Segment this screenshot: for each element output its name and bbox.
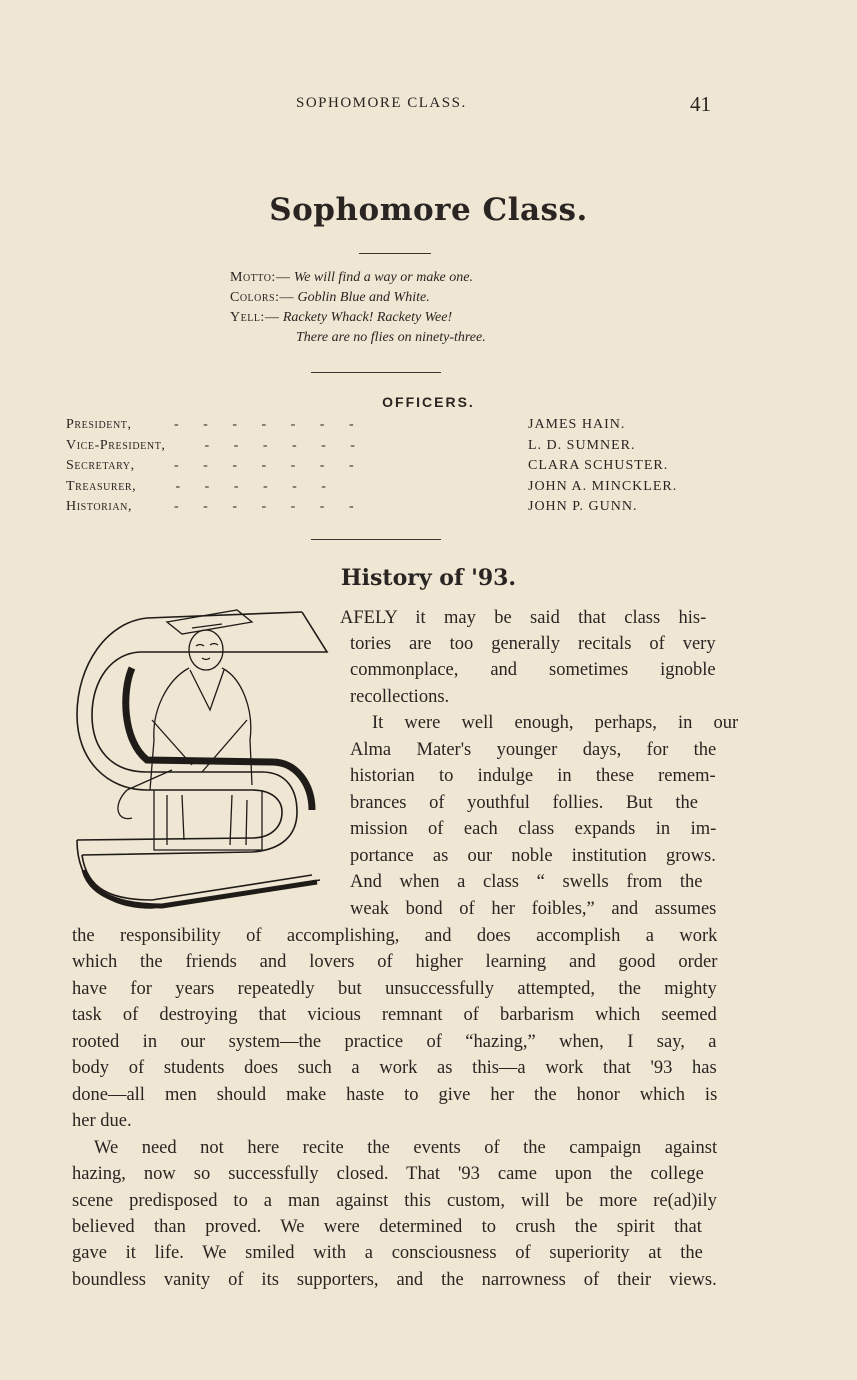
- text-line: her due.: [72, 1111, 132, 1131]
- text-line: have for years repeatedly but unsuccessfully attempted, the mighty: [72, 979, 717, 999]
- officer-leader: - - - - - -: [144, 479, 326, 494]
- officer-leader: - - - - - -: [194, 438, 355, 453]
- text-line: mission of each class expands in im-: [350, 819, 717, 839]
- yell-line-2: [230, 328, 486, 348]
- yell-2: There are no flies on ninety-three.: [296, 330, 486, 345]
- officer-leader: - - - - - - -: [174, 417, 354, 432]
- officer-name: CLARA SCHUSTER.: [528, 458, 669, 473]
- text-line: scene predisposed to a man against this custom, will be more re(ad)ily: [72, 1191, 717, 1211]
- officers-rule-bottom: [311, 539, 441, 540]
- text-line: done—all men should make haste to give her the honor which is: [72, 1085, 718, 1105]
- text-line: portance as our noble institution grows.: [350, 846, 716, 866]
- text-line: boundless vanity of its supporters, and the narrowness of their views.: [72, 1270, 717, 1290]
- yell-1: Rackety Whack! Rackety Wee!: [282, 310, 453, 325]
- text-line: It were well enough, perhaps, in our: [372, 713, 739, 733]
- officer-row: [66, 458, 726, 478]
- initial-letter: S: [206, 718, 207, 719]
- text-line: tories are too generally recitals of very: [350, 634, 716, 654]
- officer-row: [66, 499, 726, 519]
- initial-s-illustration: [72, 600, 340, 920]
- text-line: historian to indulge in these remem-: [350, 766, 716, 786]
- officer-leader: - - - - - - -: [174, 499, 354, 514]
- officer-row: [66, 438, 726, 458]
- class-info: [230, 268, 486, 348]
- officer-title: Historian,: [66, 499, 133, 514]
- officer-title: Vice-President,: [66, 438, 166, 453]
- yell-line: Yell:— Rackety Whack! Rackety Wee!: [230, 310, 453, 325]
- text-line: task of destroying that vicious remnant of barbarism which seemed: [72, 1005, 717, 1025]
- officer-row: [66, 479, 726, 499]
- history-heading: History of '93.: [340, 565, 517, 591]
- text-line: We need not here recite the events of the campaign against: [94, 1138, 718, 1158]
- colors-line: Colors:— Goblin Blue and White.: [230, 290, 430, 305]
- text-line: body of students does such a work as this—a work that '93 has: [72, 1058, 717, 1078]
- officer-name: JOHN P. GUNN.: [528, 499, 638, 514]
- text-line: which the friends and lovers of higher learning and good order: [72, 952, 718, 972]
- text-line: believed than proved. We were determined to crush the spirit that: [72, 1217, 702, 1237]
- officers-heading: OFFICERS.: [382, 394, 475, 410]
- title-rule: [359, 253, 431, 254]
- officer-title: President,: [66, 417, 132, 432]
- running-title: SOPHOMORE CLASS.: [296, 95, 467, 111]
- officers-rule-top: [311, 372, 441, 373]
- page-number: 41: [690, 92, 711, 116]
- officer-title: Secretary,: [66, 458, 135, 473]
- motto-line: Motto:— We will find a way or make one.: [230, 270, 473, 285]
- officer-leader: - - - - - - -: [174, 458, 354, 473]
- text-line: commonplace, and sometimes ignoble: [350, 660, 716, 680]
- colors: Goblin Blue and White.: [297, 290, 430, 305]
- officer-title: Treasurer,: [66, 479, 137, 494]
- page-title: Sophomore Class.: [269, 192, 588, 228]
- text-line: rooted in our system—the practice of “hazing,” when, I say, a: [72, 1032, 717, 1052]
- officer-row: [66, 417, 726, 437]
- text-line: Alma Mater's younger days, for the: [350, 740, 717, 760]
- text-line: recollections.: [350, 687, 450, 707]
- text-line: gave it life. We smiled with a consciousness of superiority at the: [72, 1243, 703, 1263]
- text-line: hazing, now so successfully closed. That '93 came upon the college: [72, 1164, 704, 1184]
- running-head: [0, 92, 857, 119]
- text-line: And when a class “ swells from the: [350, 872, 703, 892]
- officer-name: L. D. SUMNER.: [528, 438, 636, 453]
- text-line: brances of youthful follies. But the: [350, 793, 698, 813]
- officer-name: JAMES HAIN.: [528, 417, 626, 432]
- text-line: the responsibility of accomplishing, and does accomplish a work: [72, 926, 718, 946]
- motto: We will find a way or make one.: [293, 270, 473, 285]
- text-line: weak bond of her foibles,” and assumes: [350, 899, 717, 919]
- text-line: AFELY it may be said that class his-: [340, 608, 707, 628]
- officer-name: JOHN A. MINCKLER.: [528, 479, 678, 494]
